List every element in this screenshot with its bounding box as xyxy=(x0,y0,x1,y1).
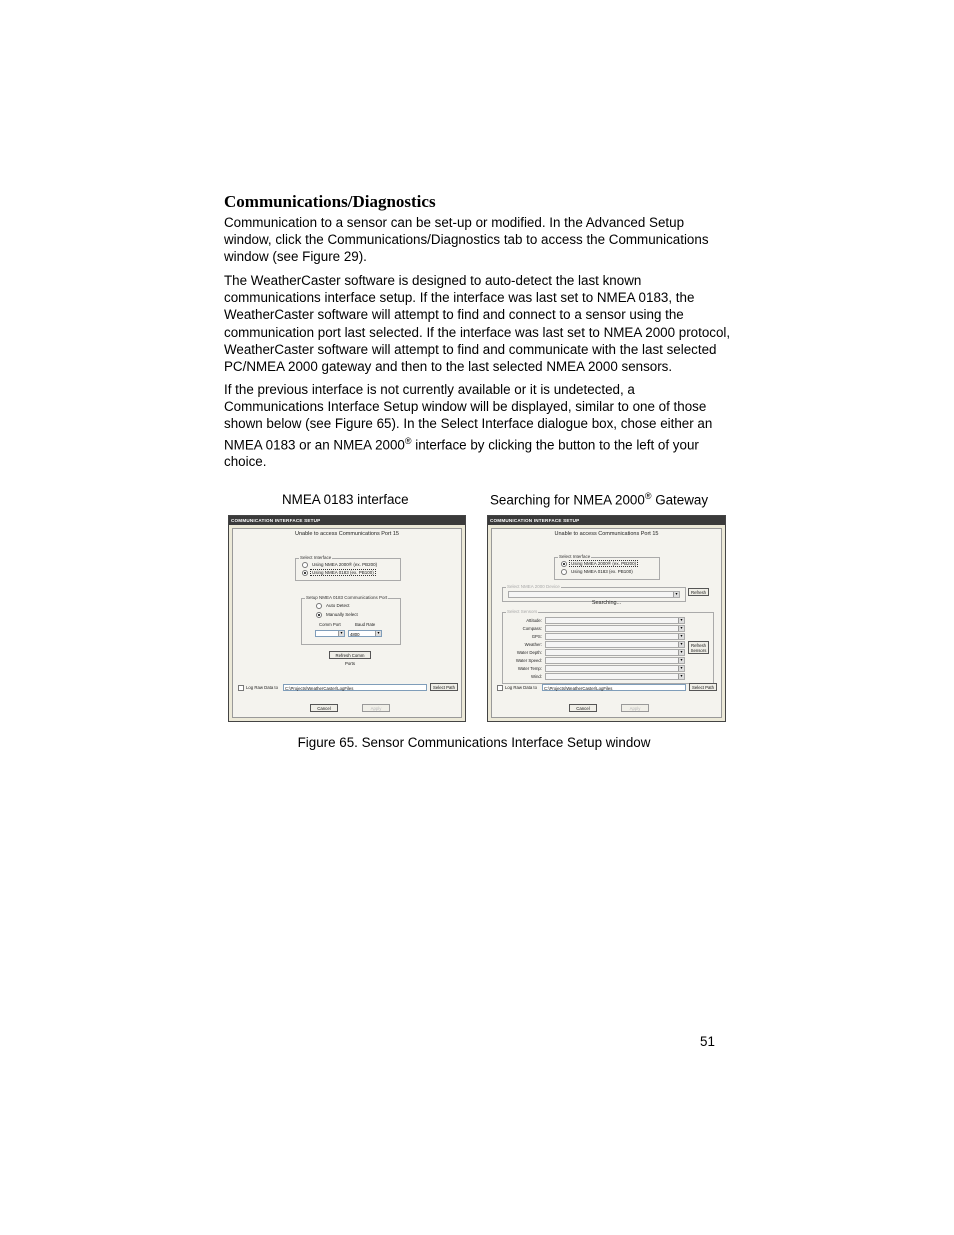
intro-paragraph: Communication to a sensor can be set-up or modified. In the Advanced Setup window, click the Communications/Diagnostics tab to access the Communications window (see Figure 29). xyxy=(224,215,709,265)
sensor-label: Water Temp: xyxy=(517,666,542,671)
comm-port-label: Comm Port xyxy=(319,622,341,627)
chevron-down-icon: ▼ xyxy=(339,631,344,635)
radio-label: Using NMEA 2000® (ex. PB200) xyxy=(571,561,637,567)
checkbox[interactable] xyxy=(497,685,503,691)
group-label: Setup NMEA 0183 Communications Port xyxy=(306,595,388,600)
figure-caption: Figure 65. Sensor Communications Interface Setup window xyxy=(297,735,651,750)
apply-button[interactable]: Apply xyxy=(621,704,649,712)
cancel-button[interactable]: Cancel xyxy=(569,704,597,712)
sensor-label: GPS: xyxy=(531,634,542,639)
button-label-line: Sensors xyxy=(690,648,707,653)
sensor-row xyxy=(503,649,713,656)
select-interface-group xyxy=(295,555,401,581)
sensor-row xyxy=(503,665,713,672)
radio-button[interactable] xyxy=(302,562,308,568)
radio-button[interactable] xyxy=(316,612,322,618)
section-heading: Communications/Diagnostics xyxy=(224,192,436,211)
checkbox[interactable] xyxy=(238,685,244,691)
radio-button[interactable] xyxy=(561,569,567,575)
sensor-label: Weather: xyxy=(524,642,542,647)
nmea-0183-setup-window xyxy=(228,515,466,722)
combo-value: 4800 xyxy=(350,632,360,637)
window-body xyxy=(491,528,722,718)
radio-button[interactable] xyxy=(561,561,567,567)
chevron-down-icon: ▼ xyxy=(679,674,684,678)
chevron-down-icon: ▼ xyxy=(679,634,684,638)
log-path-input[interactable]: C:\Projects\WeatherCaster\LogFiles xyxy=(542,684,686,691)
radio-nmea-0183[interactable] xyxy=(302,570,376,576)
nmea-2000-setup-window xyxy=(487,515,726,722)
sensor-row xyxy=(503,625,713,632)
sensor-label: Compass: xyxy=(522,626,542,631)
radio-nmea-2000[interactable] xyxy=(302,562,379,568)
refresh-sensors-button[interactable] xyxy=(688,641,709,654)
device-select[interactable] xyxy=(508,591,680,598)
chevron-down-icon: ▼ xyxy=(376,631,381,635)
group-label: Select Interface xyxy=(300,555,332,560)
window-titlebar: COMMUNICATION INTERFACE SETUP xyxy=(488,516,725,525)
sensor-label: Water Depth: xyxy=(516,650,542,655)
sensor-row xyxy=(503,657,713,664)
sensor-select[interactable] xyxy=(545,625,685,632)
baud-rate-label: Baud Rate xyxy=(355,622,376,627)
sensor-label: Wind: xyxy=(531,674,542,679)
sensor-label: Attitude: xyxy=(526,618,542,623)
sensor-row xyxy=(503,641,713,648)
sensor-select[interactable] xyxy=(545,633,685,640)
chevron-down-icon: ▼ xyxy=(679,626,684,630)
radio-auto-detect[interactable] xyxy=(316,603,352,609)
comm-port-select[interactable] xyxy=(315,630,345,637)
select-path-button[interactable]: Select Path xyxy=(430,683,458,691)
sensor-select[interactable] xyxy=(545,649,685,656)
radio-label: Using NMEA 2000® (ex. PB200) xyxy=(312,562,378,568)
chevron-down-icon: ▼ xyxy=(679,658,684,662)
window-titlebar: COMMUNICATION INTERFACE SETUP xyxy=(229,516,465,525)
sensor-select[interactable] xyxy=(545,673,685,680)
select-sensors-group xyxy=(502,609,714,684)
refresh-comm-ports-button[interactable]: Refresh Comm Ports xyxy=(329,651,371,659)
sensor-select[interactable] xyxy=(545,665,685,672)
log-path-input[interactable]: C:\Projects\WeatherCaster\LogFiles xyxy=(283,684,427,691)
chevron-down-icon: ▼ xyxy=(679,642,684,646)
radio-label: Using NMEA 0183 (ex. PB100) xyxy=(312,570,374,576)
apply-button[interactable]: Apply xyxy=(362,704,390,712)
radio-nmea-2000[interactable] xyxy=(561,561,638,567)
log-raw-data-checkbox[interactable] xyxy=(238,685,278,691)
radio-label: Auto Detect xyxy=(326,603,350,609)
baud-rate-select[interactable] xyxy=(348,630,382,637)
select-path-button[interactable]: Select Path xyxy=(689,683,717,691)
figure-label-left: NMEA 0183 interface xyxy=(282,492,409,507)
chevron-down-icon: ▼ xyxy=(679,666,684,670)
autodetect-paragraph: The WeatherCaster software is designed to auto-detect the last known communications interface setup. If the interface was last set to NMEA 0183, the WeatherCaster software will attempt to find and connect to a sensor using the communication port last selected. If the interface was last set to NMEA 2000 protocol, WeatherCaster software will attempt to find and communicate with the last selected PC/NMEA 2000 gateway and then to the last selected NMEA 2000 sensors. xyxy=(224,273,731,375)
checkbox-label: Log Raw Data to xyxy=(246,685,279,691)
group-label: Select NMEA 2000 Device xyxy=(507,584,560,589)
status-message: Unable to access Communications Port 15 xyxy=(554,531,659,537)
sensor-label: Water Speed: xyxy=(515,658,542,663)
window-body xyxy=(232,528,462,718)
radio-label: Manually Select xyxy=(326,612,358,618)
sensor-select[interactable] xyxy=(545,657,685,664)
interface-paragraph: If the previous interface is not currently available or it is undetected, a Communications Interface Setup window will be displayed, similar to one of those shown below (see Figure 65). In the Select Interface dialogue box, chose either an NMEA 0183 or an NMEA 2000® interface by clicking the button to the left of your choice. xyxy=(224,382,713,470)
chevron-down-icon: ▼ xyxy=(674,592,679,596)
figure-label-right: Searching for NMEA 2000® Gateway xyxy=(490,491,709,508)
log-raw-data-checkbox[interactable] xyxy=(497,685,537,691)
sensor-row xyxy=(503,673,713,680)
sensor-select[interactable] xyxy=(545,617,685,624)
cancel-button[interactable]: Cancel xyxy=(310,704,338,712)
sensor-row xyxy=(503,633,713,640)
radio-label: Using NMEA 0183 (ex. PB100) xyxy=(571,569,633,575)
setup-port-group xyxy=(301,595,401,645)
checkbox-label: Log Raw Data to xyxy=(505,685,538,691)
button-label-line: Refresh xyxy=(690,643,707,648)
radio-manually-select[interactable] xyxy=(316,612,360,618)
select-interface-group xyxy=(554,554,660,580)
group-label: Select Interface xyxy=(559,554,591,559)
refresh-device-button[interactable]: Refresh xyxy=(688,588,709,596)
sensor-row xyxy=(503,617,713,624)
radio-button[interactable] xyxy=(316,603,322,609)
group-label: Select Sensors xyxy=(507,609,538,614)
searching-status: Searching... xyxy=(591,600,622,606)
chevron-down-icon: ▼ xyxy=(679,618,684,622)
page-number: 51 xyxy=(700,1034,715,1049)
chevron-down-icon: ▼ xyxy=(679,650,684,654)
status-message: Unable to access Communications Port 15 xyxy=(295,531,399,537)
radio-nmea-0183[interactable] xyxy=(561,569,635,575)
sensor-select[interactable] xyxy=(545,641,685,648)
radio-button[interactable] xyxy=(302,570,308,576)
